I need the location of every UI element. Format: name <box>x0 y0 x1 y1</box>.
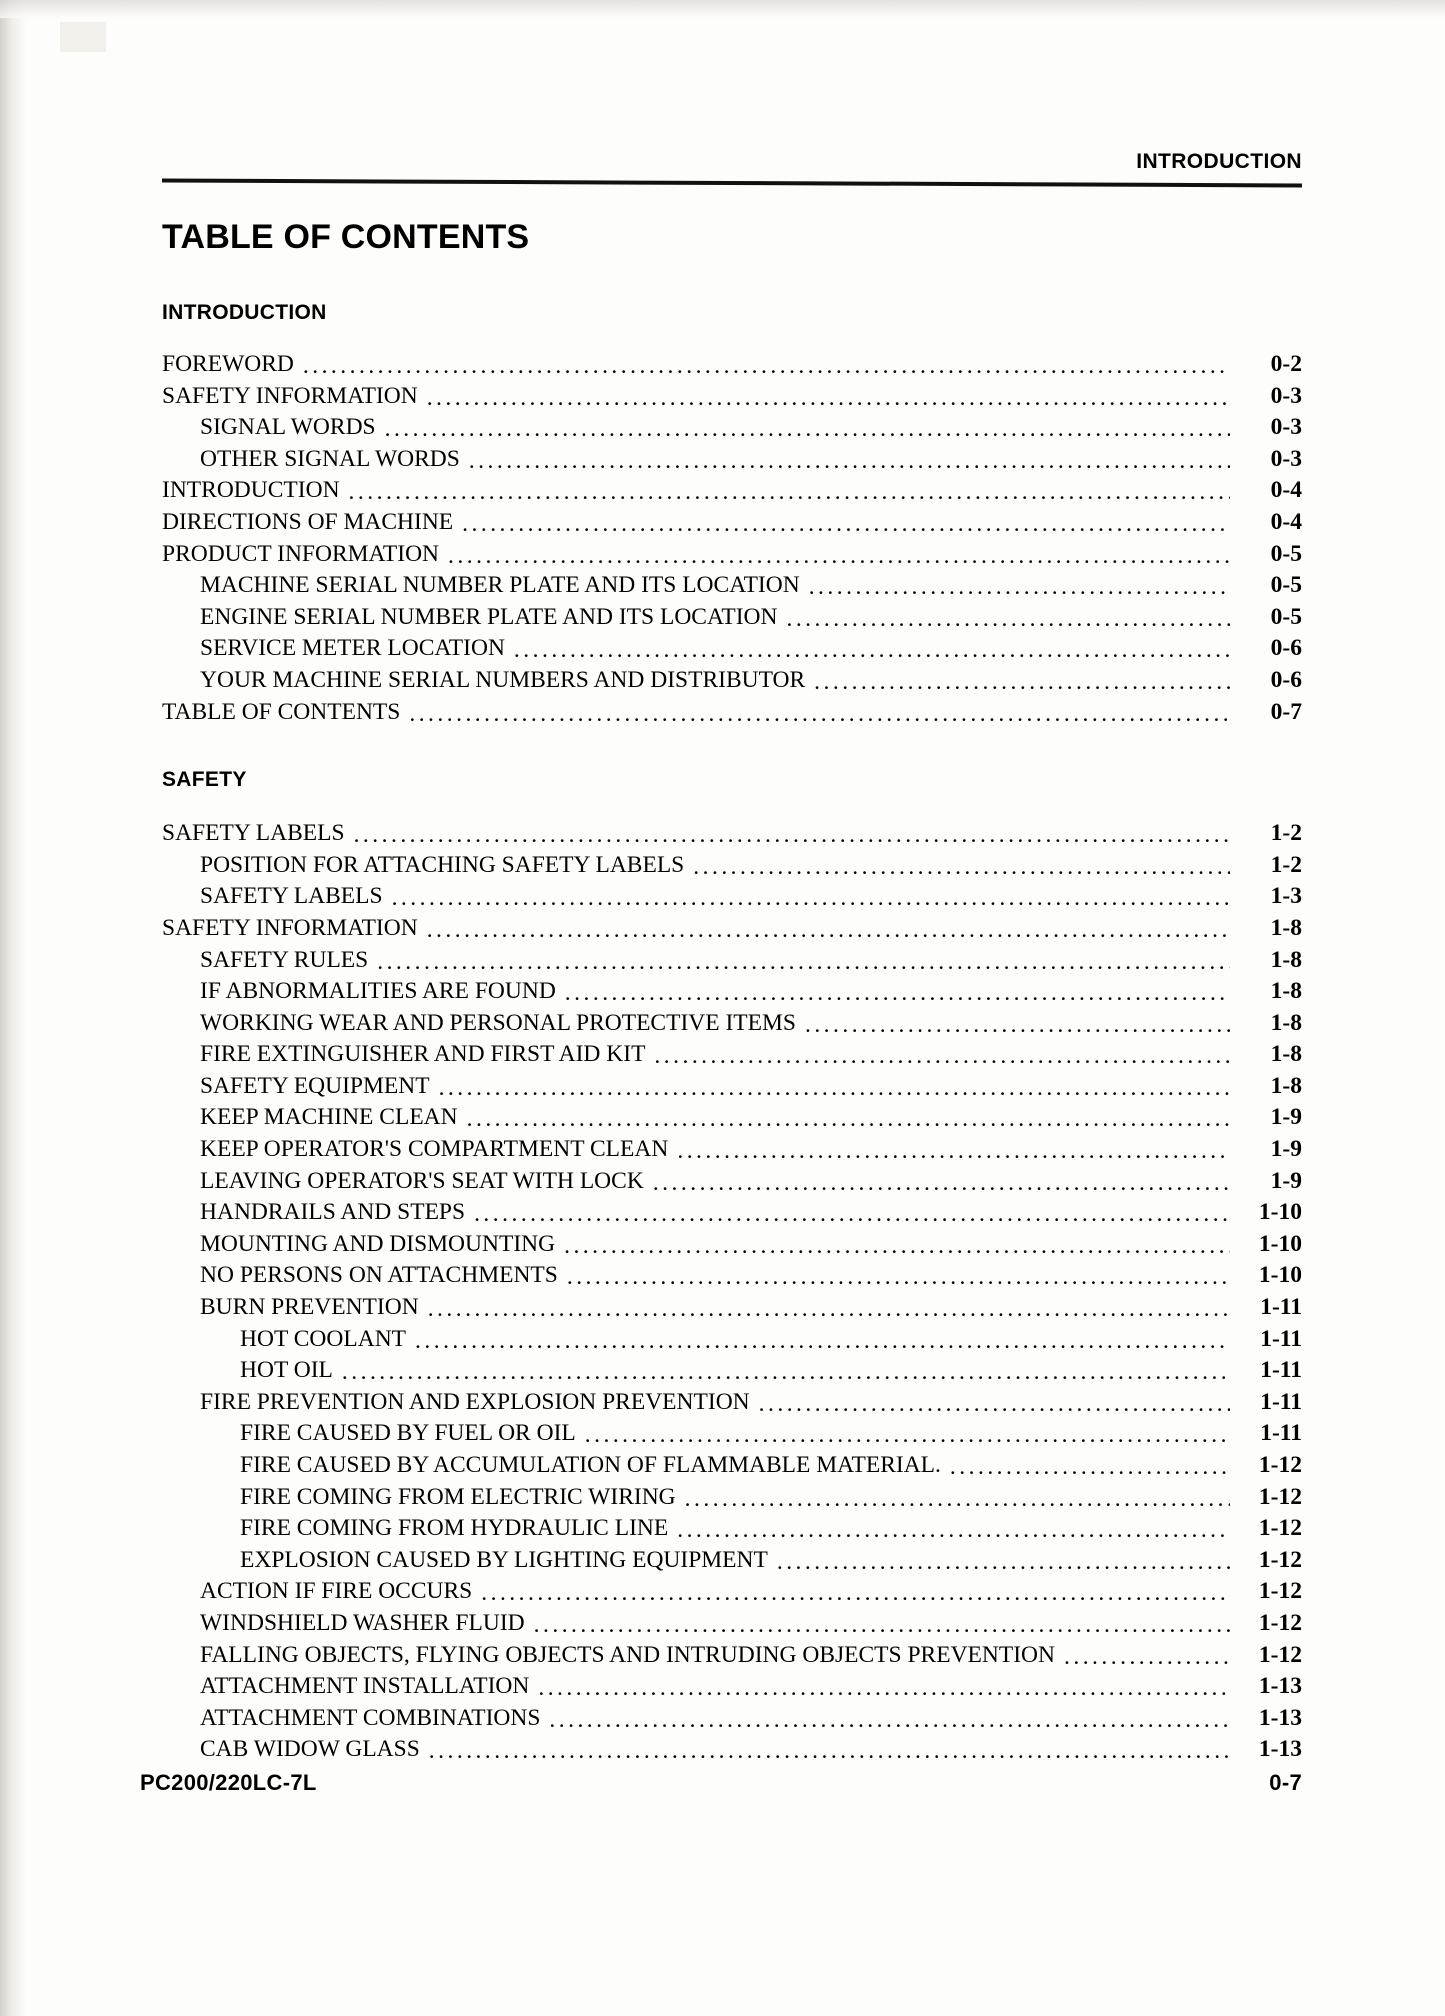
toc-entry-page-number: 0-4 <box>1270 477 1302 504</box>
toc-entry-label: TABLE OF CONTENTS <box>162 698 401 725</box>
toc-leader-dots <box>677 1143 1230 1166</box>
toc-leader-dots <box>693 858 1230 881</box>
toc-entry[interactable] <box>162 945 1302 977</box>
toc-leader-dots <box>514 642 1230 665</box>
toc-entry[interactable] <box>162 1734 1302 1766</box>
toc-entry[interactable] <box>162 850 1302 882</box>
toc-leader-dots <box>409 705 1230 728</box>
toc-leader-dots <box>564 1237 1230 1260</box>
toc-leader-dots <box>439 1079 1230 1102</box>
toc-leader-dots <box>653 1174 1230 1197</box>
toc-leader-dots <box>549 1711 1230 1734</box>
toc-entry-label: ENGINE SERIAL NUMBER PLATE AND ITS LOCATION <box>200 603 778 630</box>
toc-leader-dots <box>534 1617 1230 1640</box>
toc-entry[interactable] <box>162 1102 1302 1134</box>
scan-edge-shadow-top <box>0 0 1445 18</box>
toc-entry-label: ACTION IF FIRE OCCURS <box>200 1578 473 1605</box>
toc-entry-label: NO PERSONS ON ATTACHMENTS <box>200 1262 558 1289</box>
toc-entry-label: FIRE COMING FROM ELECTRIC WIRING <box>240 1483 676 1510</box>
toc-entry[interactable] <box>162 1703 1302 1735</box>
toc-entry[interactable] <box>162 1418 1302 1450</box>
toc-entry-page-number: 1-10 <box>1258 1199 1302 1226</box>
toc-entry-page-number: 0-6 <box>1270 666 1302 693</box>
toc-leader-dots <box>759 1395 1230 1418</box>
toc-entry-page-number: 1-8 <box>1270 1009 1302 1036</box>
toc-entry-page-number: 1-13 <box>1258 1704 1302 1731</box>
toc-leader-dots <box>1064 1648 1230 1671</box>
toc-entry-page-number: 1-9 <box>1270 1136 1302 1163</box>
toc-entry-label: MACHINE SERIAL NUMBER PLATE AND ITS LOCATION <box>200 572 800 599</box>
toc-entry[interactable] <box>162 818 1302 850</box>
footer-page-number: 0-7 <box>1269 1770 1302 1795</box>
toc-entry-page-number: 0-6 <box>1270 635 1302 662</box>
toc-entry-page-number: 1-8 <box>1270 914 1302 941</box>
toc-leader-dots <box>654 1048 1230 1071</box>
toc-entry-page-number: 0-4 <box>1270 508 1302 535</box>
toc-entry-label: HOT COOLANT <box>240 1325 407 1352</box>
toc-entry-label: ATTACHMENT INSTALLATION <box>200 1673 530 1700</box>
toc-leader-dots <box>474 1206 1230 1229</box>
toc-leader-dots <box>427 389 1230 412</box>
toc-leader-dots <box>585 1427 1230 1450</box>
toc-entry[interactable] <box>162 881 1302 913</box>
toc-entry-label: FIRE CAUSED BY FUEL OR OIL <box>240 1420 576 1447</box>
toc-entry[interactable] <box>162 1355 1302 1387</box>
toc-entry-page-number: 1-2 <box>1270 820 1302 847</box>
toc-leader-dots <box>786 610 1230 633</box>
section-heading-safety: SAFETY <box>162 768 247 792</box>
toc-entry[interactable] <box>162 1229 1302 1261</box>
toc-entry-label: IF ABNORMALITIES ARE FOUND <box>200 978 556 1005</box>
toc-leader-dots <box>392 890 1230 913</box>
toc-entry-label: POSITION FOR ATTACHING SAFETY LABELS <box>200 851 685 878</box>
toc-leader-dots <box>809 579 1230 602</box>
toc-entry-label: SAFETY RULES <box>200 946 369 973</box>
toc-leader-dots <box>467 1111 1230 1134</box>
toc-entry-page-number: 0-7 <box>1270 698 1302 725</box>
toc-entry-page-number: 1-13 <box>1258 1673 1302 1700</box>
toc-entry-label: SIGNAL WORDS <box>200 414 376 441</box>
toc-entry-label: HANDRAILS AND STEPS <box>200 1199 466 1226</box>
toc-entry[interactable] <box>162 602 1302 634</box>
toc-entry[interactable] <box>162 1640 1302 1672</box>
toc-entry-label: EXPLOSION CAUSED BY LIGHTING EQUIPMENT <box>240 1546 768 1573</box>
toc-entry[interactable] <box>162 976 1302 1008</box>
toc-entry-label: KEEP OPERATOR'S COMPARTMENT CLEAN <box>200 1136 669 1163</box>
toc-entry-page-number: 1-11 <box>1260 1294 1302 1321</box>
toc-entry-page-number: 1-8 <box>1270 1041 1302 1068</box>
toc-entry[interactable] <box>162 1039 1302 1071</box>
toc-entry-label: WINDSHIELD WASHER FLUID <box>200 1609 525 1636</box>
toc-entry[interactable] <box>162 1071 1302 1103</box>
toc-entry-label: WORKING WEAR AND PERSONAL PROTECTIVE ITEMS <box>200 1009 796 1036</box>
toc-entry-page-number: 1-12 <box>1258 1483 1302 1510</box>
toc-leader-dots <box>342 1364 1230 1387</box>
toc-entry-page-number: 1-10 <box>1258 1230 1302 1257</box>
toc-entry-page-number: 1-12 <box>1258 1452 1302 1478</box>
toc-entry-page-number: 1-8 <box>1270 978 1302 1005</box>
toc-entry[interactable] <box>162 1545 1302 1577</box>
toc-entry[interactable] <box>162 1608 1302 1640</box>
toc-leader-dots <box>481 1585 1230 1608</box>
page-content <box>162 150 1302 1766</box>
toc-leader-dots <box>685 1490 1230 1513</box>
toc-leader-dots <box>427 922 1230 945</box>
toc-entry-label: KEEP MACHINE CLEAN <box>200 1104 458 1131</box>
toc-entry[interactable] <box>162 1166 1302 1198</box>
toc-entry[interactable] <box>162 633 1302 665</box>
toc-leader-dots <box>349 484 1230 507</box>
toc-entry[interactable] <box>162 412 1302 444</box>
toc-entry[interactable] <box>162 1387 1302 1419</box>
toc-entry-page-number: 1-9 <box>1270 1167 1302 1194</box>
header-rule <box>162 179 1302 188</box>
toc-entry-page-number: 1-11 <box>1260 1420 1302 1447</box>
toc-leader-dots <box>469 452 1230 475</box>
toc-entry-label: SERVICE METER LOCATION <box>200 635 505 662</box>
running-header-text: INTRODUCTION <box>1136 150 1302 173</box>
toc-entry[interactable] <box>162 697 1302 729</box>
toc-leader-dots <box>448 547 1230 570</box>
footer-model: PC200/220LC-7L <box>140 1770 317 1795</box>
toc-entry-label: SAFETY LABELS <box>162 820 345 847</box>
toc-entry-page-number: 1-11 <box>1260 1357 1302 1384</box>
toc-entry-label: SAFETY EQUIPMENT <box>200 1072 430 1099</box>
toc-entry[interactable] <box>162 1671 1302 1703</box>
toc-entry[interactable] <box>162 1008 1302 1040</box>
toc-entry-page-number: 1-11 <box>1260 1388 1302 1415</box>
toc-leader-dots <box>814 674 1230 697</box>
toc-leader-dots <box>303 358 1230 381</box>
toc-leader-dots <box>677 1522 1230 1545</box>
toc-entry-label: SAFETY INFORMATION <box>162 914 418 941</box>
toc-entry[interactable] <box>162 1513 1302 1545</box>
toc-entry-label: CAB WIDOW GLASS <box>200 1736 420 1763</box>
toc-entry[interactable] <box>162 444 1302 476</box>
toc-entry[interactable] <box>162 665 1302 697</box>
scan-edge-shadow <box>0 0 26 2016</box>
toc-entry[interactable] <box>162 1482 1302 1514</box>
toc-entry-label: DIRECTIONS OF MACHINE <box>162 508 454 535</box>
toc-entry-page-number: 0-3 <box>1270 414 1302 441</box>
toc-entry[interactable] <box>162 1450 1302 1482</box>
toc-leader-dots <box>805 1016 1230 1039</box>
toc-entry-page-number: 1-9 <box>1270 1104 1302 1131</box>
toc-entry-label: INTRODUCTION <box>162 477 340 504</box>
toc-entry-page-number: 1-13 <box>1258 1736 1302 1763</box>
toc-entry-page-number: 1-3 <box>1270 883 1302 910</box>
toc-entry[interactable] <box>162 570 1302 602</box>
toc-entry[interactable] <box>162 1197 1302 1229</box>
toc-leader-dots <box>777 1553 1230 1576</box>
toc-leader-dots <box>377 953 1230 976</box>
toc-leader-dots <box>538 1680 1230 1703</box>
toc-entry-page-number: 1-12 <box>1258 1578 1302 1605</box>
page-footer <box>140 1770 1302 1796</box>
toc-entry-label: HOT OIL <box>240 1357 333 1384</box>
toc-leader-dots <box>385 421 1230 444</box>
toc-entry-page-number: 1-8 <box>1270 946 1302 973</box>
running-header <box>162 150 1302 204</box>
scan-artifact <box>60 22 106 52</box>
toc-entry-page-number: 1-12 <box>1258 1546 1302 1573</box>
toc-entry-label: FALLING OBJECTS, FLYING OBJECTS AND INTRUDING OBJECTS PREVENTION <box>200 1641 1055 1668</box>
toc-entry[interactable] <box>162 1260 1302 1292</box>
toc-entry[interactable] <box>162 475 1302 507</box>
toc-entry-label: OTHER SIGNAL WORDS <box>200 445 460 472</box>
toc-entry[interactable] <box>162 539 1302 571</box>
toc-entry-label: LEAVING OPERATOR'S SEAT WITH LOCK <box>200 1167 644 1194</box>
toc-entry-label: ATTACHMENT COMBINATIONS <box>200 1704 541 1731</box>
toc-entry-page-number: 0-3 <box>1270 382 1302 409</box>
toc-leader-dots <box>415 1332 1230 1355</box>
toc-entry[interactable] <box>162 1134 1302 1166</box>
toc-entry-label: FOREWORD <box>162 351 294 377</box>
toc-entry[interactable] <box>162 1324 1302 1356</box>
toc-entry[interactable] <box>162 349 1302 381</box>
toc-entry[interactable] <box>162 381 1302 413</box>
section-heading-introduction: INTRODUCTION <box>162 301 327 324</box>
toc-entry-list-safety <box>162 818 1302 1766</box>
toc-entry-page-number: 0-5 <box>1270 540 1302 567</box>
toc-entry-list-introduction <box>162 349 1302 728</box>
toc-entry-page-number: 0-5 <box>1270 572 1302 599</box>
toc-leader-dots <box>428 1301 1230 1324</box>
toc-entry-page-number: 1-11 <box>1260 1325 1302 1352</box>
toc-entry-page-number: 0-5 <box>1270 603 1302 630</box>
page-title: TABLE OF CONTENTS <box>162 218 530 256</box>
toc-leader-dots <box>565 985 1230 1008</box>
toc-entry[interactable] <box>162 507 1302 539</box>
toc-entry-label: FIRE COMING FROM HYDRAULIC LINE <box>240 1515 669 1542</box>
toc-entry[interactable] <box>162 913 1302 945</box>
toc-entry-page-number: 0-3 <box>1270 445 1302 472</box>
toc-entry-label: FIRE EXTINGUISHER AND FIRST AID KIT <box>200 1041 646 1068</box>
toc-entry-label: FIRE PREVENTION AND EXPLOSION PREVENTION <box>200 1388 750 1415</box>
toc-entry-page-number: 1-12 <box>1258 1641 1302 1668</box>
toc-entry-label: SAFETY LABELS <box>200 883 383 910</box>
toc-entry[interactable] <box>162 1576 1302 1608</box>
toc-entry-label: FIRE CAUSED BY ACCUMULATION OF FLAMMABLE MATERIAL. <box>240 1452 941 1478</box>
toc-entry-label: SAFETY INFORMATION <box>162 382 418 409</box>
toc-entry-label: PRODUCT INFORMATION <box>162 540 440 567</box>
toc-entry[interactable] <box>162 1292 1302 1324</box>
toc-entry-page-number: 1-8 <box>1270 1072 1302 1099</box>
toc-entry-page-number: 1-2 <box>1270 851 1302 878</box>
toc-entry-label: MOUNTING AND DISMOUNTING <box>200 1230 556 1257</box>
toc-entry-label: YOUR MACHINE SERIAL NUMBERS AND DISTRIBUTOR <box>200 666 806 693</box>
toc-leader-dots <box>567 1269 1230 1292</box>
toc-entry-page-number: 0-2 <box>1270 351 1302 377</box>
toc-entry-page-number: 1-12 <box>1258 1609 1302 1636</box>
toc-entry-page-number: 1-10 <box>1258 1262 1302 1289</box>
toc-entry-label: BURN PREVENTION <box>200 1294 419 1321</box>
toc-leader-dots <box>462 516 1230 539</box>
toc-entry-page-number: 1-12 <box>1258 1515 1302 1542</box>
toc-leader-dots <box>354 827 1230 850</box>
toc-leader-dots <box>429 1743 1230 1766</box>
toc-leader-dots <box>950 1459 1230 1482</box>
